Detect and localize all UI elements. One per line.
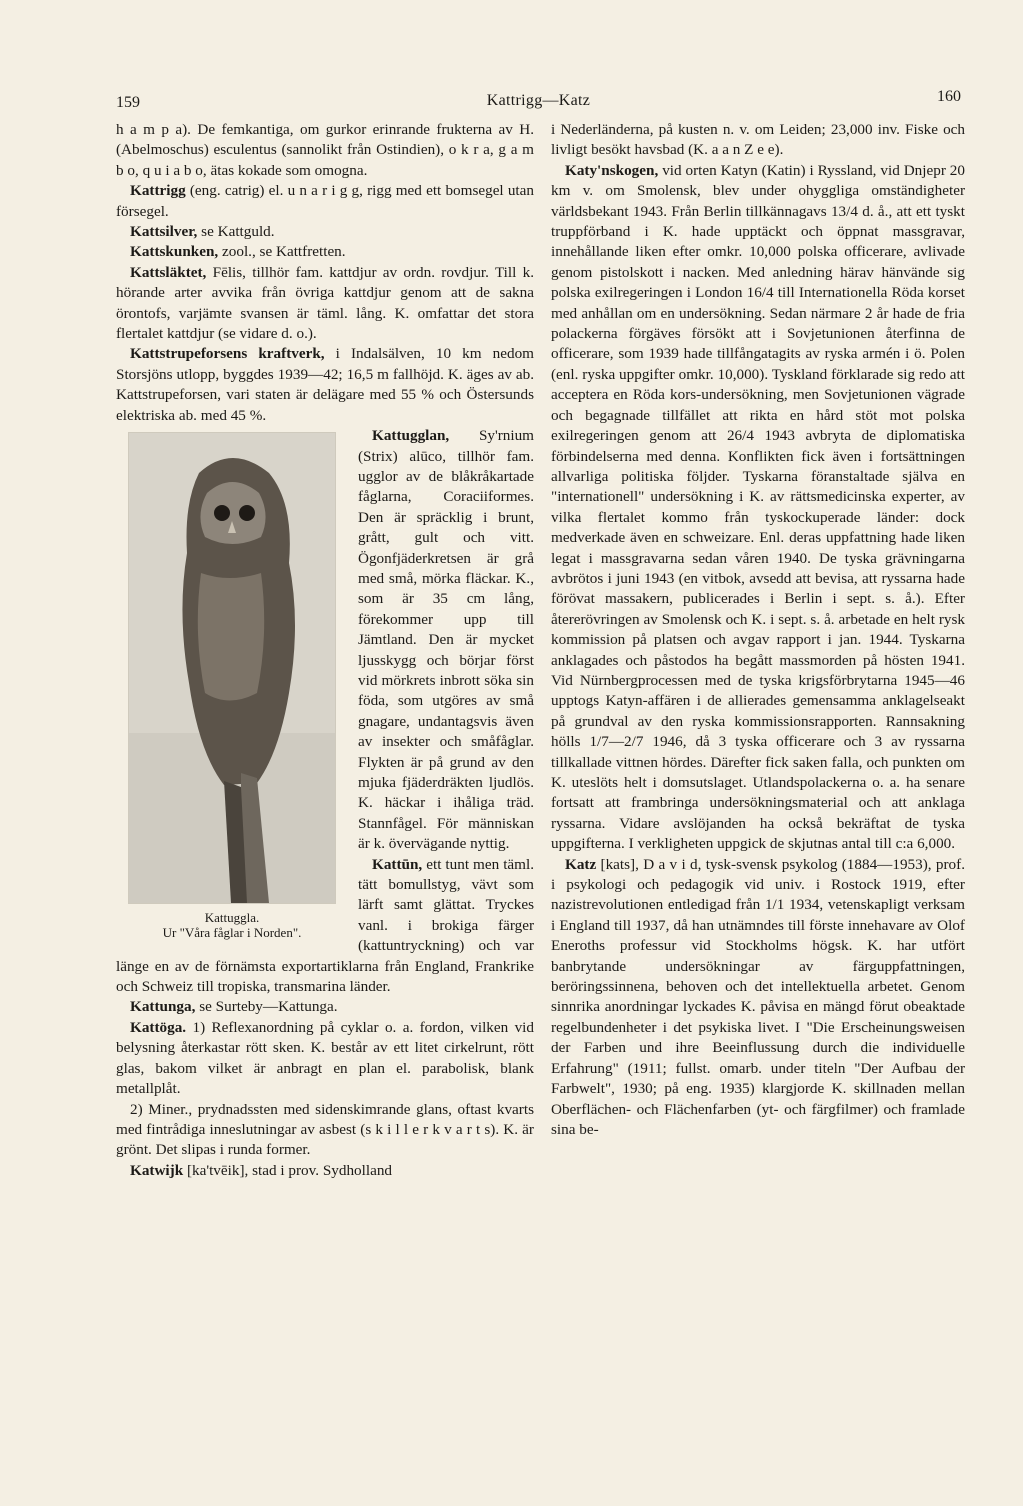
entry-kattoga: [116, 1018, 534, 1100]
caption-source: Ur "Våra fåglar i Norden".: [162, 925, 302, 941]
running-title: Kattrigg—Katz: [486, 92, 591, 109]
entry-text: se Surteby—Kattunga.: [199, 998, 338, 1016]
page-header: [116, 88, 961, 118]
owl-figure: [116, 432, 348, 940]
entry-katynskogen: [551, 161, 965, 855]
entry-text: [ka'tvēik], stad i prov. Sydholland: [186, 1161, 393, 1179]
entry-text: ett tunt men täml. tätt bomullstyg, vävt som lärft samt glättat. Tryckes vanl. i brokiga färger (kattuntryckning) och var länge en av de förnämsta exportartiklarna från England, Frankrike och Schweiz till tropiska, transmarina länder.: [116, 855, 535, 996]
left-column: [116, 120, 534, 1181]
caption-title: Kattuggla.: [204, 910, 260, 926]
headword: Kattsilver,: [130, 223, 198, 241]
headword: Kattūn,: [372, 855, 423, 873]
owl-photo: [128, 432, 336, 904]
right-column: [551, 120, 965, 1140]
headword: Kattskunken,: [130, 243, 219, 261]
entry-kattrigg: [116, 181, 534, 222]
entry-text: zool., se Kattfretten.: [222, 243, 346, 261]
headword: Kattsläktet,: [130, 263, 207, 281]
page-number-left: 159: [116, 94, 140, 111]
headword: Kattugglan,: [372, 427, 450, 445]
entry-kattunga: [116, 997, 534, 1017]
entry-text: [kats], D a v i d, tysk-svensk psykolog (1884—1953), prof. i psykologi och pedagogik vid univ. i Rostock 1919, efter nazistrevolutionen entledigad från 1/1 1934, vetenskapligt verksam i England till 1937, då han utnämndes till förste innehavare av Olof Eneroths professur vid Stockholms högsk. K. har utfört banbrytande undersökningar av färguppfattningen, beröringssinnena, behoven och det intellektuella arbetet. Genom sinnrika anordningar lyckades K. påvisa en mängd förut obeaktade regelbundenheter i det psykiska livet. I "Die Erscheinungsweisen der Farben und ihre Beeinflussung durch die individuelle Erfahrung" (1911; fullst. omarb. under titeln "Der Aufbau der Farbwelt", 1930; på eng. 1935) klargjorde K. skillnaden mellan Oberflächen- och Flächenfarben (yt- och färgfilmer) och framlade sina be-: [551, 855, 965, 1138]
headword: Kattrigg: [130, 182, 186, 200]
entry-continuation: i Nederländerna, på kusten n. v. om Leiden; 23,000 inv. Fiske och livligt besökt havsbad (K. a a n Z e e).: [551, 121, 965, 159]
owl-illustration: [129, 433, 335, 903]
entry-kattoga-2: 2) Miner., prydnadssten med sidenskimrande glans, oftast kvarts med fintrådiga inneslutningar av asbest (s k i l l e r k v a r t s). K. är grönt. Det slipas i runda former.: [116, 1100, 534, 1159]
entry-text: Sy'rnium (Strix) alūco, tillhör fam. ugglor av de blåkråkartade fåglarna, Coraciiformes. Den är spräcklig i brunt, grått, gult och vitt. Ögonfjäderkretsen är grå med små, mörka fläckar. K., som är 35 cm lång, förekommer upp till Jämtland. Den är mycket ljusskygg och börjar först vid mörkrets inbrott söka sin föda, som utgöres av små gnagare, undantagsvis även av insekter och småfåglar. Flykten är på grund av den mjuka fjäderdräkten ljudlös. K. häckar i ihåliga träd. Stannfågel. För människan är k. övervägande nyttig.: [358, 427, 534, 853]
headword: Kattöga.: [130, 1018, 187, 1036]
headword: Kattunga,: [130, 998, 196, 1016]
entry-kattstrupeforsens: [116, 344, 534, 426]
entry-text: 1) Reflexanordning på cyklar o. a. fordon, vilken vid belysning återkastar rött sken. K. består av ett litet cirkelrunt, rött glas, bakom vilket är anbragt en plan el. parabolisk, blank metallplåt.: [116, 1018, 534, 1098]
headword: Katy'nskogen,: [565, 161, 659, 179]
entry-katz: [551, 855, 965, 1141]
headword: Kattstrupeforsens kraftverk,: [130, 345, 325, 363]
page-number-right: 160: [937, 88, 961, 105]
entry-text: (eng. catrig) el. u n a r i g g, rigg med ett bomsegel utan försegel.: [116, 182, 534, 220]
figure-caption: [116, 910, 348, 940]
entry-text: se Kattguld.: [201, 223, 275, 241]
entry-text: Fēlis, tillhör fam. kattdjur av ordn. rovdjur. Till k. hörande arter avvika från övriga kattdjur genom att de sakna örontofs, varjämte svansen är täml. lång. K. omfattar det stora flertalet kattdjur (se vidare d. o.).: [116, 263, 534, 343]
entry-text: vid orten Katyn (Katin) i Ryssland, vid Dnjepr 20 km v. om Smolensk, blev under ohyggliga omständigheter världsbekant 1943. Från Berlin tillkännagavs 13/4 d. å., att ett tyskt truppförband i K. hade upptäckt och öppnat massgravar, innehållande liken efter omkr. 10,000 polska officerare, avlivade genom pistolskott i nacken. Med anledning härav hänvände sig polska exilregeringen i London 16/4 till Internationella Röda korset med anhållan om en undersökning. Sedan närmare 2 år hade de fria polackerna förgäves försökt att i Sovjetunionen återfinna de officerare, som 1939 hade tillfångatagits av ryska armén i ö. Polen (enl. ryska uppgifter omkr. 10,000). Tyskland förklarade sig redo att acceptera en Röda kors-undersökning, men Sovjetunionen vägrade och begagnade tillfället att rikta en hård stöt mot polska exilregeringen genom att 26/4 1943 avbryta de diplomatiska förbindelserna med denna. Konflikten fick även i fortsättningen allvarliga politiska följder. Tyskarna föranstaltade själva en "internationell" undersökning i K. av rättsmedicinska experter, av vilka flertalet kommo från tyskockuperade länder: dock medverkade även en schweizare. Enl. deras uppfattning hade liken legat i massgravarna sedan våren 1940. De tyska grävningarna avbrötos i juni 1943 (en vitbok, avsedd att bevisa, att ryssarna hade förövat massakern, publicerades i Berlin i sept. s. å.). Efter återerövringen av Smolensk och K. i sept. s. å. arbetade en helt rysk kommission på platsen och avgav rapport i jan. 1944. Tyskarna anklagades och påstodos ha begått massmorden på hösten 1941. Vid Nürnbergprocessen med de tyska krigsförbrytarna 1945—46 upptogs Katyn-affären i de allierades gemensamma anklagelseakt på grundval av den ryska kommissionsrapporten. Rannsakning hölls 1/7—2/7 1946, då 3 tyska officerare och 3 av ryssarna tillkallade vittnen hördes. Därefter fick saken falla, och punkten om K. uteslöts helt i domsutslaget. Utlandspolackerna o. a. ha senare fortsatt att frambringa undersökningsmaterial och att anklaga ryssarna. Vidare avslöjanden ha också bekräftat de tyska uppgifterna. I verkligheten uppgick de skjutnas antal till c:a 6,000.: [551, 161, 965, 853]
entry-continuation: h a m p a). De femkantiga, om gurkor erinrande frukterna av H. (Abelmoschus) esculentus (sannolikt från Ostindien), o k r a, g a m b o, q u i a b o, ätas kokade som omogna.: [116, 121, 534, 179]
entry-katwijk: [116, 1161, 534, 1181]
entry-kattsilver: [116, 222, 534, 242]
entry-text: i Indalsälven, 10 km nedom Storsjöns utlopp, byggdes 1939—42; 16,5 m fallhöjd. K. äges av ab. Kattstrupeforsen, vari staten är delägare med 55 % och Östersunds elektriska ab. med 45 %.: [116, 345, 534, 424]
entry-kattslaktet: [116, 263, 534, 345]
headword: Katwijk: [130, 1161, 184, 1179]
headword: Katz: [565, 855, 597, 873]
entry-kattskunken: [116, 242, 534, 262]
